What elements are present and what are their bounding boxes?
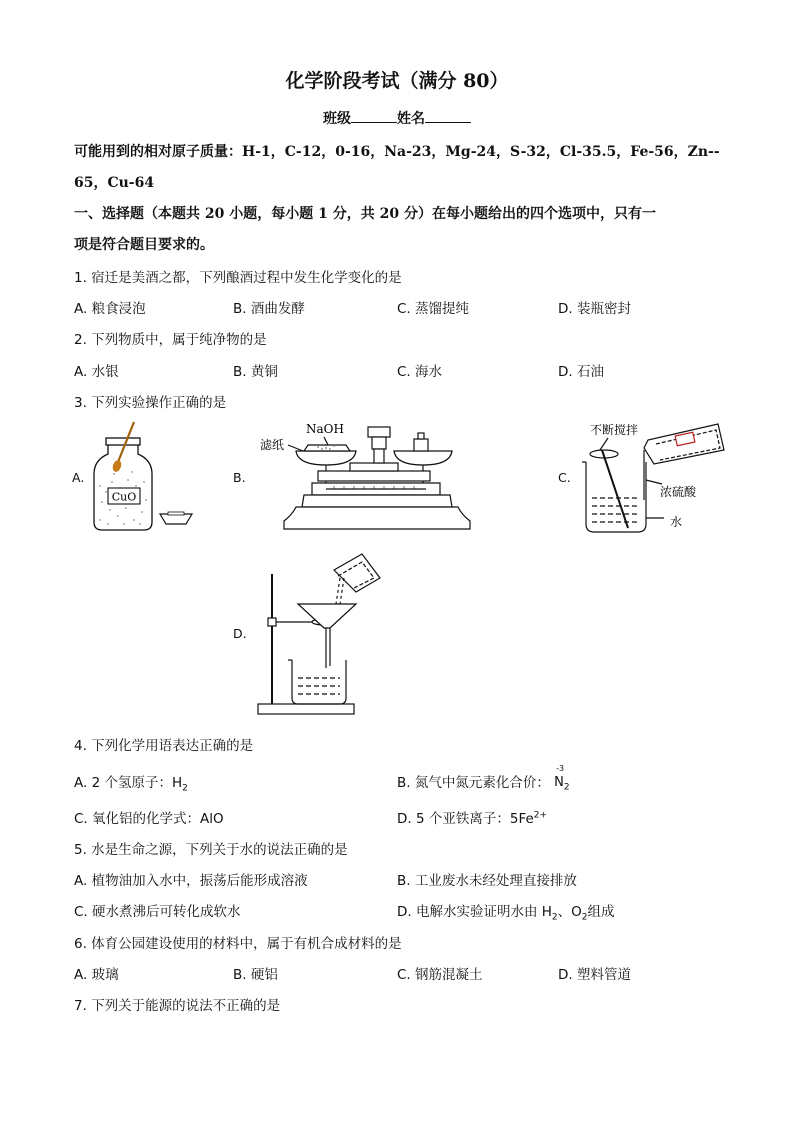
q1-option-d: D. 装瓶密封	[558, 301, 631, 317]
q5-stem: 5. 水是生命之源，下列关于水的说法正确的是	[74, 842, 348, 858]
q7-stem: 7. 下列关于能源的说法不正确的是	[74, 998, 281, 1014]
q4-option-a-subscript: 2	[182, 783, 188, 794]
q1-option-b: B. 酒曲发酵	[233, 301, 305, 317]
q4-valence-notation	[554, 764, 576, 793]
q2-option-c: C. 海水	[397, 364, 443, 380]
q4-option-d-superscript: 2+	[533, 810, 548, 821]
q4-valence-formula	[554, 775, 569, 793]
q3-option-d-label: D.	[233, 626, 247, 641]
q4-option-b-text: B. 氮气中氮元素化合价：	[397, 775, 550, 791]
q5-option-b: B. 工业废水未经处理直接排放	[397, 873, 577, 889]
figure-a-reagent-jar	[90, 416, 200, 536]
q4-valence-subscript: 2	[563, 782, 570, 793]
section-heading-line-1: 一、选择题（本题共 20 小题，每小题 1 分，共 20 分）在每小题给出的四个选项中，只有一	[74, 206, 656, 222]
figure-b-balance	[256, 415, 471, 537]
q5-option-d-sub2: 2	[581, 912, 588, 923]
q4-option-d-text: D. 5 个亚铁离子：5Fe	[397, 811, 534, 827]
q3-option-a-label: A.	[72, 470, 85, 485]
q4-stem: 4. 下列化学用语表达正确的是	[74, 738, 254, 754]
q5-option-d-mid: 、O	[557, 904, 582, 920]
figure-c-water-label: 水	[670, 515, 683, 529]
q4-option-a-text: A. 2 个氢原子：H	[74, 775, 183, 791]
q4-option-c: C. 氧化铝的化学式：AlO	[74, 811, 224, 827]
q2-option-b: B. 黄铜	[233, 364, 278, 380]
figure-b-naoh-label: NaOH	[306, 422, 344, 436]
q6-option-d: D. 塑料管道	[558, 967, 631, 983]
q4-valence-symbol: N	[554, 775, 564, 790]
class-blank	[351, 109, 397, 123]
q2-stem: 2. 下列物质中，属于纯净物的是	[74, 332, 267, 348]
q1-option-a: A. 粮食浸泡	[74, 301, 146, 317]
q6-stem: 6. 体育公园建设使用的材料中，属于有机合成材料的是	[74, 936, 402, 952]
q3-stem: 3. 下列实验操作正确的是	[74, 395, 227, 411]
name-label: 姓名	[397, 111, 425, 127]
q5-option-d-post: 组成	[587, 904, 615, 920]
q1-option-c: C. 蒸馏提纯	[397, 301, 470, 317]
figure-d-filtration	[250, 548, 390, 720]
q4-option-b	[397, 764, 576, 793]
figure-c-stir-label: 不断搅拌	[590, 423, 639, 437]
figure-c-acid-label: 浓硫酸	[660, 485, 697, 499]
class-name-line	[0, 108, 794, 128]
figure-b-filter-paper-label: 滤纸	[260, 438, 285, 452]
q5-option-d-sub1: 2	[551, 912, 558, 923]
q5-option-a: A. 植物油加入水中，振荡后能形成溶液	[74, 873, 308, 889]
page-title: 化学阶段考试（满分 80）	[285, 70, 509, 92]
q3-option-b-label: B.	[233, 470, 246, 485]
q6-option-a: A. 玻璃	[74, 967, 119, 983]
q5-option-d-pre: D. 电解水实验证明水由 H	[397, 904, 552, 920]
q4-option-d	[397, 807, 547, 827]
q6-option-c: C. 钢筋混凝土	[397, 967, 483, 983]
atomic-mass-line-2: 65，Cu-64	[74, 175, 155, 191]
figure-a-cuo-label: CuO	[111, 490, 137, 504]
q2-option-a: A. 水银	[74, 364, 119, 380]
atomic-mass-line-1: 可能用到的相对原子质量：H-1，C-12，0-16，Na-23，Mg-24，S-32，Cl-35.5，Fe-56，Zn--	[74, 144, 720, 160]
class-label: 班级	[323, 111, 351, 127]
q4-valence-value: -3	[556, 764, 565, 773]
q5-option-c: C. 硬水煮沸后可转化成软水	[74, 904, 241, 920]
section-heading-line-2: 项是符合题目要求的。	[74, 237, 214, 253]
q1-stem: 1. 宿迁是美酒之都，下列酿酒过程中发生化学变化的是	[74, 270, 402, 286]
q5-option-d	[397, 900, 615, 923]
q3-option-c-label: C.	[558, 470, 571, 485]
q6-option-b: B. 硬铝	[233, 967, 278, 983]
figure-c-dilution	[578, 420, 728, 538]
q2-option-d: D. 石油	[558, 364, 604, 380]
q4-option-a	[74, 771, 188, 794]
name-blank	[425, 109, 471, 123]
